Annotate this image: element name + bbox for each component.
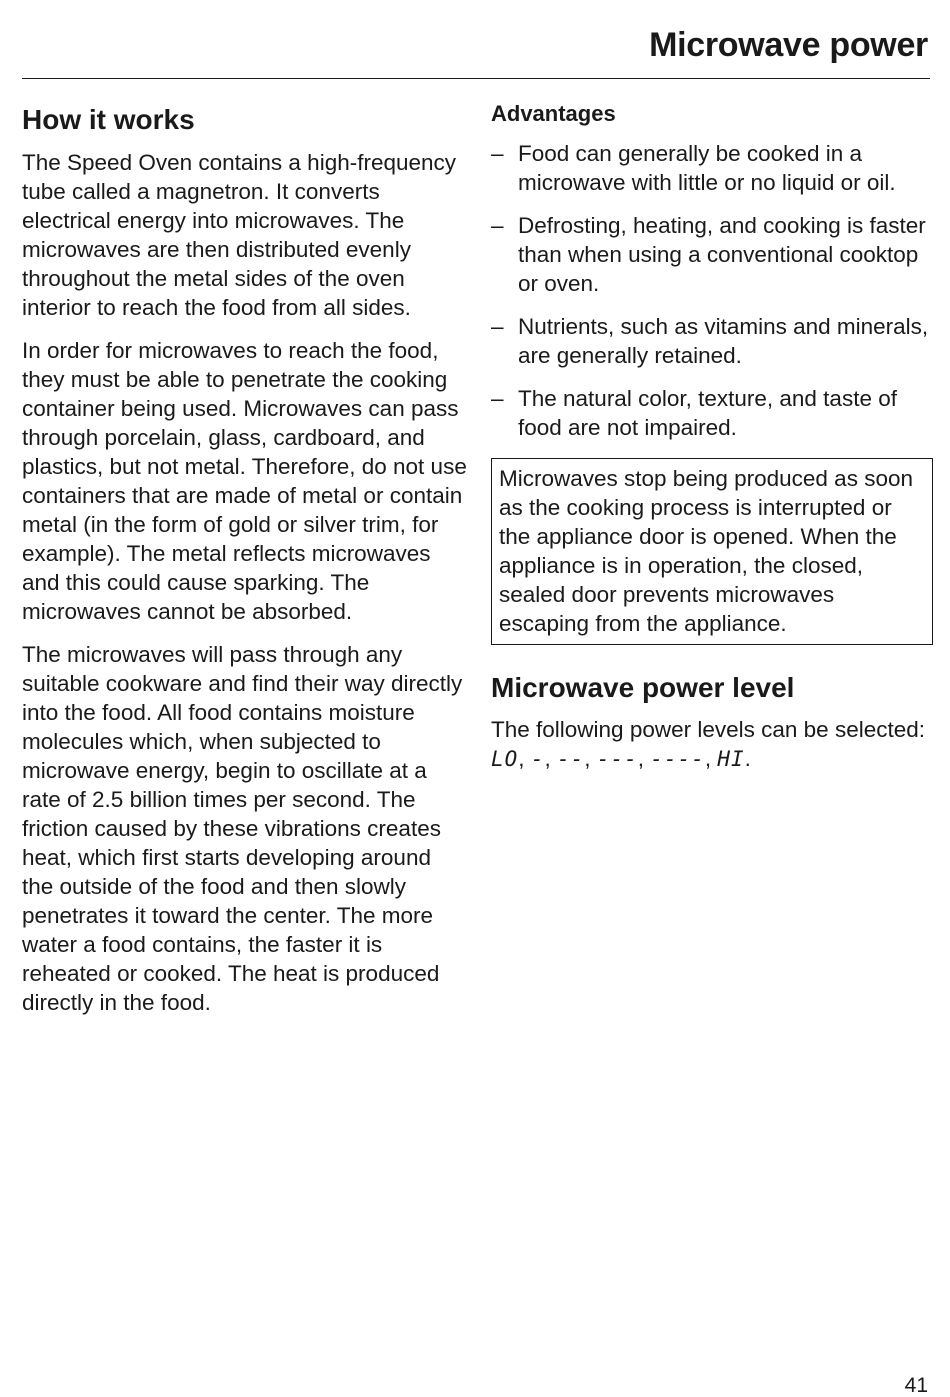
power-level-lo: LO [491, 747, 519, 772]
advantage-text: Nutrients, such as vitamins and minerals, are generally retained. [518, 313, 929, 368]
page-number: 41 [904, 1374, 928, 1397]
safety-note-text: Microwaves stop being produced as soon as the cooking process is interrupted or the appliance door is opened. When the appliance is in operation, the closed, sealed door prevents microwaves escaping from the appliance. [499, 465, 913, 636]
power-level-1: - [530, 747, 545, 772]
separator: , [518, 746, 531, 772]
power-level-intro: The following power levels can be selected: [491, 717, 925, 743]
page-title: Microwave power [649, 26, 928, 64]
power-level-text [491, 715, 933, 774]
power-level-hi: HI [717, 747, 745, 772]
dash-bullet: – [491, 313, 504, 339]
list-item [491, 139, 933, 197]
list-item [491, 312, 933, 370]
dash-bullet: – [491, 385, 504, 411]
advantage-text: The natural color, texture, and taste of food are not impaired. [518, 385, 897, 440]
advantages-list [491, 139, 933, 442]
separator: , [637, 746, 651, 772]
dash-bullet: – [491, 212, 504, 238]
terminator: . [744, 746, 751, 772]
power-level-3: --- [596, 747, 638, 772]
page-header [22, 0, 930, 79]
how-it-works-heading: How it works [22, 104, 195, 135]
dash-bullet: – [491, 140, 504, 166]
paragraph-containers: In order for microwaves to reach the food, they must be able to penetrate the cooking container being used. Microwaves can pass through porcelain, glass, cardboard, and plastics, but not metal. Therefore, do not use containers that are made of metal or contain metal (in the form of gold or silver trim, for example). The metal reflects microwaves and this could cause sparking. The microwaves cannot be absorbed. [22, 337, 467, 624]
power-level-2: -- [556, 747, 585, 772]
left-column [22, 100, 468, 1017]
advantages-heading: Advantages [491, 101, 616, 126]
paragraph-magnetron: The Speed Oven contains a high-frequency tube called a magnetron. It converts electrical energy into microwaves. The microwaves are then distributed evenly throughout the metal sides of the oven interior to reach the food from all sides. [22, 149, 457, 320]
separator: , [584, 746, 597, 772]
power-level-4: ---- [650, 747, 705, 772]
list-item [491, 384, 933, 442]
separator: , [544, 746, 557, 772]
list-item [491, 211, 933, 298]
advantage-text: Food can generally be cooked in a microwave with little or no liquid or oil. [518, 140, 896, 195]
advantage-text: Defrosting, heating, and cooking is faster than when using a conventional cooktop or oven. [518, 212, 926, 296]
paragraph-heating: The microwaves will pass through any suitable cookware and find their way directly into the food. All food contains moisture molecules which, when subjected to microwave energy, begin to oscillate at a rate of 2.5 billion times per second. The friction caused by these vibrations creates heat, which first starts developing around the outside of the food and then slowly penetrates it toward the center. The more water a food contains, the faster it is reheated or cooked. The heat is produced directly in the food. [22, 641, 463, 1015]
right-column [491, 100, 933, 774]
separator: , [704, 746, 718, 772]
power-level-heading: Microwave power level [491, 671, 795, 703]
safety-note-box [491, 458, 933, 645]
